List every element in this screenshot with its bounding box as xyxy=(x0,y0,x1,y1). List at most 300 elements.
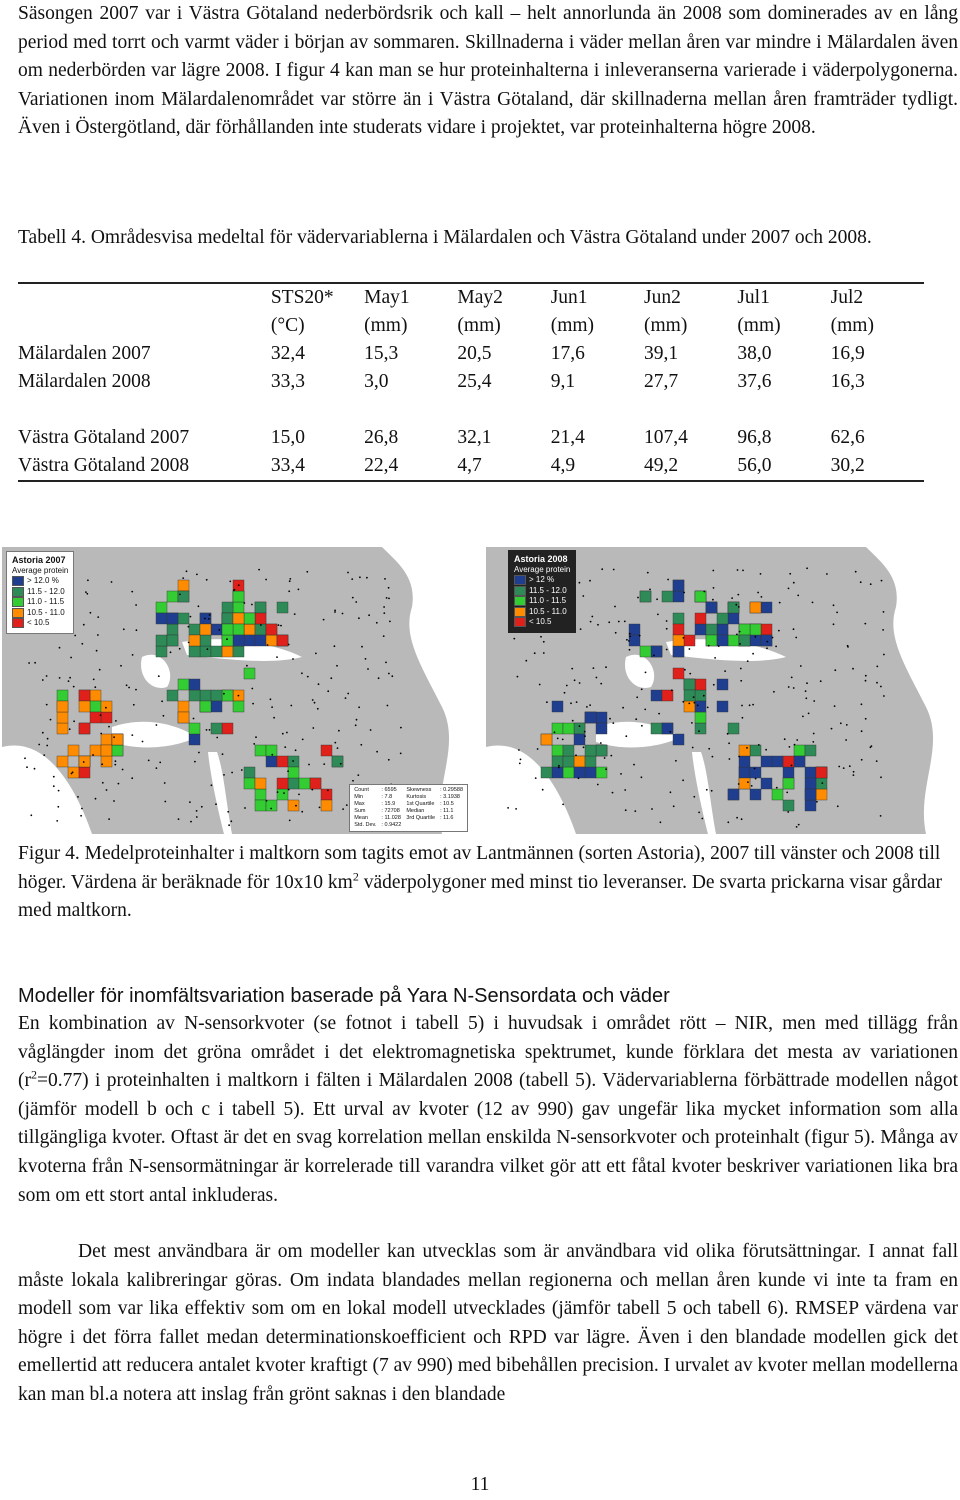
farm-dot xyxy=(739,643,741,645)
farm-dot xyxy=(694,702,696,704)
farm-dot xyxy=(840,722,842,724)
legend-item xyxy=(514,607,570,618)
farm-dot xyxy=(787,811,789,813)
farm-dot xyxy=(624,621,626,623)
protein-cell xyxy=(563,767,574,778)
protein-cell xyxy=(596,745,607,756)
protein-cell xyxy=(90,712,101,723)
farm-dot xyxy=(882,629,884,631)
farm-dot xyxy=(612,722,614,724)
table-row xyxy=(18,452,924,481)
farm-dot xyxy=(368,614,370,616)
protein-cell xyxy=(233,591,244,602)
farm-dot xyxy=(534,652,536,654)
farm-dot xyxy=(742,570,744,572)
table-header-row xyxy=(18,283,924,312)
legend-swatch xyxy=(12,587,24,597)
farm-dot xyxy=(667,579,669,581)
farm-dot xyxy=(789,573,791,575)
farm-dot xyxy=(751,785,753,787)
farm-dot xyxy=(518,749,520,751)
farm-dot xyxy=(347,572,349,574)
farm-dot xyxy=(251,604,253,606)
farm-dot xyxy=(736,634,738,636)
farm-dot xyxy=(318,683,320,685)
farm-dot xyxy=(238,584,240,586)
farm-dot xyxy=(289,578,291,580)
farm-dot xyxy=(97,634,99,636)
protein-cell xyxy=(277,602,288,613)
table-row xyxy=(18,340,924,368)
table-cell: 39,1 xyxy=(644,343,679,364)
protein-cell xyxy=(596,712,607,723)
farm-dot xyxy=(387,705,389,707)
farm-dot xyxy=(233,589,235,591)
farm-dot xyxy=(845,739,847,741)
farm-dot xyxy=(209,614,211,616)
protein-cell xyxy=(277,789,288,800)
farm-dot xyxy=(367,668,369,670)
farm-dot xyxy=(312,699,314,701)
farm-dot xyxy=(812,741,814,743)
farm-dot xyxy=(132,654,134,656)
farm-dot xyxy=(338,730,340,732)
farm-dot xyxy=(50,719,52,721)
farm-dot xyxy=(754,768,756,770)
farm-dot xyxy=(47,738,49,740)
protein-cell xyxy=(178,712,189,723)
farm-dot xyxy=(805,697,807,699)
farm-dot xyxy=(46,745,48,747)
farm-dot xyxy=(852,668,854,670)
farm-dot xyxy=(96,650,98,652)
protein-cell xyxy=(244,635,255,646)
farm-dot xyxy=(729,758,731,760)
stats-cell: Kurtosis xyxy=(406,794,427,800)
farm-dot xyxy=(334,610,336,612)
stats-cell: : 72708 xyxy=(381,808,400,814)
protein-cell xyxy=(695,723,706,734)
farm-dot xyxy=(578,777,580,779)
farm-dot xyxy=(626,639,628,641)
protein-cell xyxy=(101,701,112,712)
farm-dot xyxy=(355,601,357,603)
farm-dot xyxy=(838,766,840,768)
farm-dot xyxy=(605,768,607,770)
farm-dot xyxy=(628,640,630,642)
farm-dot xyxy=(193,718,195,720)
protein-cell xyxy=(761,635,772,646)
stats-cell: : 7.8 xyxy=(381,794,393,800)
farm-dot xyxy=(314,702,316,704)
farm-dot xyxy=(105,707,107,709)
farm-dot xyxy=(833,604,835,606)
farm-dot xyxy=(575,754,577,756)
farm-dot xyxy=(206,729,208,731)
farm-dot xyxy=(317,708,319,710)
farm-dot xyxy=(340,763,342,765)
stats-cell xyxy=(440,822,463,829)
farm-dot xyxy=(273,717,275,719)
farm-dot xyxy=(311,789,313,791)
protein-cell xyxy=(695,613,706,624)
farm-dot xyxy=(738,783,740,785)
protein-cell xyxy=(651,723,662,734)
protein-cell xyxy=(706,624,717,635)
farm-dot xyxy=(876,760,878,762)
lake-vanern xyxy=(112,722,197,748)
farm-dot xyxy=(562,739,564,741)
farm-dot xyxy=(108,818,110,820)
farm-dot xyxy=(126,684,128,686)
farm-dot xyxy=(251,688,253,690)
protein-cell xyxy=(101,712,112,723)
protein-cell xyxy=(222,690,233,701)
legend-label: 10.5 - 11.0 xyxy=(529,606,567,616)
farm-dot xyxy=(703,695,705,697)
protein-cell xyxy=(321,789,332,800)
farm-dot xyxy=(209,729,211,731)
protein-cell xyxy=(244,778,255,789)
protein-cell xyxy=(255,635,266,646)
protein-cell xyxy=(233,613,244,624)
protein-cell xyxy=(673,646,684,657)
farm-dot xyxy=(625,735,627,737)
protein-cell xyxy=(662,723,673,734)
farm-dot xyxy=(517,676,519,678)
protein-cell xyxy=(57,701,68,712)
table-spacer-row xyxy=(18,396,924,424)
farm-dot xyxy=(308,764,310,766)
legend-label: 11.5 - 12.0 xyxy=(529,585,567,595)
stats-cell: Std. Dev. xyxy=(354,822,377,828)
farm-dot xyxy=(385,662,387,664)
protein-cell xyxy=(816,789,827,800)
farm-dot xyxy=(808,713,810,715)
farm-dot xyxy=(713,587,715,589)
page-number: 11 xyxy=(470,1474,490,1495)
farm-dot xyxy=(378,677,380,679)
farm-dot xyxy=(865,675,867,677)
legend-label: > 12 % xyxy=(529,575,555,584)
farm-dot xyxy=(698,812,700,814)
farm-dot xyxy=(813,700,815,702)
protein-cell xyxy=(585,767,596,778)
farm-dot xyxy=(880,686,882,688)
farm-dot xyxy=(718,645,720,647)
protein-cell xyxy=(805,789,816,800)
protein-cell xyxy=(783,800,794,811)
farm-dot xyxy=(779,602,781,604)
farm-dot xyxy=(831,728,833,730)
farm-dot xyxy=(738,606,740,608)
farm-dot xyxy=(647,572,649,574)
farm-dot xyxy=(876,666,878,668)
farm-dot xyxy=(179,648,181,650)
farm-dot xyxy=(327,790,329,792)
farm-dot xyxy=(795,637,797,639)
farm-dot xyxy=(194,761,196,763)
farm-dot xyxy=(90,612,92,614)
farm-dot xyxy=(580,628,582,630)
farm-dot xyxy=(784,738,786,740)
farm-dot xyxy=(347,693,349,695)
table-unit-cell: (mm) xyxy=(830,315,874,336)
farm-dot xyxy=(653,655,655,657)
farm-dot xyxy=(267,644,269,646)
farm-dot xyxy=(604,757,606,759)
farm-dot xyxy=(641,725,643,727)
farm-dot xyxy=(271,706,273,708)
farm-dot xyxy=(746,747,748,749)
protein-cell xyxy=(101,745,112,756)
protein-cell xyxy=(178,591,189,602)
lake-vattern xyxy=(692,752,716,834)
farm-dot xyxy=(562,804,564,806)
farm-dot xyxy=(805,690,807,692)
farm-dot xyxy=(135,604,137,606)
farm-dot xyxy=(201,806,203,808)
farm-dot xyxy=(836,612,838,614)
protein-cell xyxy=(717,701,728,712)
protein-cell xyxy=(805,800,816,811)
protein-cell xyxy=(585,712,596,723)
legend-item xyxy=(514,586,570,597)
farm-dot xyxy=(609,718,611,720)
farm-dot xyxy=(278,624,280,626)
farm-dot xyxy=(101,763,103,765)
farm-dot xyxy=(271,754,273,756)
table-cell: 107,4 xyxy=(644,427,688,448)
stats-cell: Mean xyxy=(354,815,368,821)
protein-cell xyxy=(684,635,695,646)
protein-cell xyxy=(750,767,761,778)
farm-dot xyxy=(156,767,158,769)
legend-item xyxy=(514,596,570,607)
protein-cell xyxy=(761,624,772,635)
farm-dot xyxy=(241,769,243,771)
farm-dot xyxy=(334,611,336,613)
farm-dot xyxy=(334,742,336,744)
farm-dot xyxy=(365,658,367,660)
stats-cell xyxy=(406,822,435,829)
protein-cell xyxy=(222,723,233,734)
protein-cell xyxy=(79,690,90,701)
table-cell: 20,5 xyxy=(457,343,492,364)
protein-cell xyxy=(695,624,706,635)
farm-dot xyxy=(244,602,246,604)
farm-dot xyxy=(793,628,795,630)
farm-dot xyxy=(706,789,708,791)
farm-dot xyxy=(651,808,653,810)
table-caption: Tabell 4. Områdesvisa medeltal för vädervariablerna i Mälardalen och Västra Götaland under 2007 och 2008. xyxy=(18,227,872,248)
farm-dot xyxy=(120,665,122,667)
farm-dot xyxy=(312,727,314,729)
stats-cell: : 15.9 xyxy=(381,801,396,807)
protein-cell xyxy=(57,712,68,723)
farm-dot xyxy=(837,805,839,807)
protein-cell xyxy=(816,767,827,778)
farm-dot xyxy=(583,746,585,748)
farm-dot xyxy=(118,783,120,785)
farm-dot xyxy=(99,669,101,671)
protein-cell xyxy=(662,591,673,602)
protein-cell xyxy=(178,701,189,712)
farm-dot xyxy=(613,569,615,571)
farm-dot xyxy=(73,686,75,688)
table-row-label: Mälardalen 2008 xyxy=(18,371,151,392)
farm-dot xyxy=(666,628,668,630)
farm-dot xyxy=(196,574,198,576)
protein-cell xyxy=(728,635,739,646)
farm-dot xyxy=(713,684,715,686)
farm-dot xyxy=(793,582,795,584)
farm-dot xyxy=(589,704,591,706)
legend-label: 11.0 - 11.5 xyxy=(529,596,567,605)
table-cell: 4,7 xyxy=(457,452,550,481)
protein-cell xyxy=(79,701,90,712)
lake-hjalmaren xyxy=(625,655,654,688)
protein-cell xyxy=(57,690,68,701)
farm-dot xyxy=(288,590,290,592)
farm-dot xyxy=(861,703,863,705)
stats-cell: Sum xyxy=(354,808,366,814)
farm-dot xyxy=(56,820,58,822)
farm-dot xyxy=(208,618,210,620)
farm-dot xyxy=(870,746,872,748)
protein-cell xyxy=(189,723,200,734)
farm-dot xyxy=(675,760,677,762)
protein-cell xyxy=(805,767,816,778)
protein-cell xyxy=(277,756,288,767)
farm-dot xyxy=(252,703,254,705)
farm-dot xyxy=(727,733,729,735)
figure-caption xyxy=(18,840,958,926)
farm-dot xyxy=(624,789,626,791)
protein-cell xyxy=(728,613,739,624)
protein-cell xyxy=(112,734,123,745)
farm-dot xyxy=(42,732,44,734)
farm-dot xyxy=(113,800,115,802)
farm-dot xyxy=(691,722,693,724)
farm-dot xyxy=(69,728,71,730)
farm-dot xyxy=(693,696,695,698)
farm-dot xyxy=(757,592,759,594)
farm-dot xyxy=(641,688,643,690)
protein-cell xyxy=(233,602,244,613)
stats-cell: Skewness xyxy=(406,787,432,793)
farm-dot xyxy=(276,656,278,658)
protein-cell xyxy=(585,756,596,767)
protein-cell xyxy=(79,756,90,767)
farm-dot xyxy=(131,591,133,593)
protein-cell xyxy=(200,624,211,635)
protein-cell xyxy=(321,745,332,756)
figure-caption-text1: Figur 4. Medelproteinhalter i maltkorn som tagits emot av Lantmännen (sorten Astoria), 2007 till vänster och 2008 till höger. Värdena är beräknade för 10x10 km xyxy=(18,843,941,893)
farm-dot xyxy=(590,621,592,623)
legend-label: 11.5 - 12.0 xyxy=(27,586,65,596)
farm-dot xyxy=(163,715,165,717)
table-cell: 56,0 xyxy=(737,452,830,481)
farm-dot xyxy=(260,624,262,626)
table-unit-cell: (mm) xyxy=(737,315,781,336)
farm-dot xyxy=(196,816,198,818)
protein-cell xyxy=(112,745,123,756)
farm-dot xyxy=(712,599,714,601)
protein-cell xyxy=(90,690,101,701)
farm-dot xyxy=(834,705,836,707)
farm-dot xyxy=(391,675,393,677)
farm-dot xyxy=(597,624,599,626)
farm-dot xyxy=(238,695,240,697)
farm-dot xyxy=(820,680,822,682)
farm-dot xyxy=(258,569,260,571)
protein-cell xyxy=(673,624,684,635)
farm-dot xyxy=(86,593,88,595)
farm-dot xyxy=(731,597,733,599)
protein-cell xyxy=(222,624,233,635)
table-corner xyxy=(18,283,271,312)
farm-dot xyxy=(865,680,867,682)
farm-dot xyxy=(164,782,166,784)
farm-dot xyxy=(688,703,690,705)
table-row xyxy=(18,424,924,452)
protein-cell xyxy=(68,745,79,756)
farm-dot xyxy=(230,820,232,822)
table-row-label: Mälardalen 2007 xyxy=(18,343,151,364)
farm-dot xyxy=(284,746,286,748)
farm-dot xyxy=(543,641,545,643)
farm-dot xyxy=(737,569,739,571)
farm-dot xyxy=(400,727,402,729)
farm-dot xyxy=(59,647,61,649)
section-heading: Modeller för inomfältsvariation baserade på Yara N-Sensordata och väder xyxy=(18,985,670,1007)
protein-cell xyxy=(222,613,233,624)
farm-dot xyxy=(222,753,224,755)
farm-dot xyxy=(95,798,97,800)
farm-dot xyxy=(765,749,767,751)
farm-dot xyxy=(645,672,647,674)
farm-dot xyxy=(740,680,742,682)
farm-dot xyxy=(342,613,344,615)
farm-dot xyxy=(301,672,303,674)
legend-swatch xyxy=(514,586,526,596)
protein-cell xyxy=(244,767,255,778)
protein-cell xyxy=(288,800,299,811)
farm-dot xyxy=(714,657,716,659)
protein-cell xyxy=(189,734,200,745)
stats-cell: 1st Quartile xyxy=(406,801,435,807)
farm-dot xyxy=(69,677,71,679)
protein-cell xyxy=(662,690,673,701)
farm-dot xyxy=(128,687,130,689)
farm-dot xyxy=(636,696,638,698)
farm-dot xyxy=(106,789,108,791)
table-cell: 27,7 xyxy=(644,371,679,392)
farm-dot xyxy=(223,774,225,776)
table-cell: 3,0 xyxy=(364,371,389,392)
farm-dot xyxy=(755,636,757,638)
stats-cell: : 0.9422 xyxy=(381,822,402,828)
protein-cell xyxy=(255,745,266,756)
table-cell: 25,4 xyxy=(457,371,492,392)
farm-dot xyxy=(649,589,651,591)
legend-swatch xyxy=(12,597,24,607)
figure-caption-sup: 2 xyxy=(352,869,359,884)
protein-cell xyxy=(794,756,805,767)
farm-dot xyxy=(156,724,158,726)
farm-dot xyxy=(635,718,637,720)
